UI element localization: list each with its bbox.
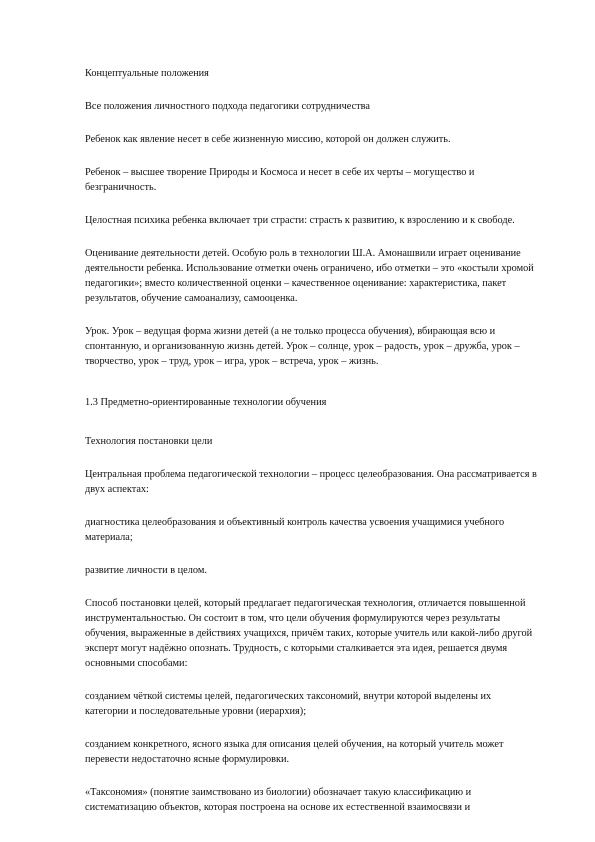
list-item-diagnostics: диагностика целеобразования и объективный контроль качества усвоения учащимися учебного материала;: [85, 517, 505, 543]
paragraph-goal-method: Способ постановки целей, который предлагает педагогическая технология, отличается повышенной инструментальностью. Он состоит в том, что цели обучения формулируются через результаты обучения, выраженные в действиях учащихся, причём таких, которые учитель или какой-либо другой эксперт могут надёжно опознать. Трудность, с которыми сталкивается эта идея, решается двумя основными способами:: [85, 598, 533, 669]
paragraph-concepts-heading: Концептуальные положения: [85, 68, 209, 79]
paragraph-child-creation: Ребенок – высшее творение Природы и Космоса и несет в себе их черты – могущество и безграничность.: [85, 167, 475, 193]
paragraph-cooperation-pedagogy: Все положения личностного подхода педагогики сотрудничества: [85, 101, 370, 112]
paragraph-child-psyche: Целостная психика ребенка включает три страсти: страсть к развитию, к взрослению и к свободе.: [85, 215, 515, 226]
paragraph-goal-setting-heading: Технология постановки цели: [85, 436, 213, 447]
section-heading-subject-technologies: 1.3 Предметно-ориентированные технологии обучения: [85, 397, 327, 408]
paragraph-assessment: Оценивание деятельности детей. Особую роль в технологии Ш.А. Амонашвили играет оценивание деятельности ребенка. Использование отметки очень ограничено, ибо отметки – это «костыли хромой педагогики»; вместо количественной оценки – качественное оценивание: характеристика, пакет результатов, обучение самоанализу, самооценка.: [85, 248, 534, 304]
paragraph-lesson: Урок. Урок – ведущая форма жизни детей (а не только процесса обучения), вбирающая всю и спонтанную, и организованную жизнь детей. Урок – солнце, урок – радость, урок – дружба, урок – творчество, урок – труд, урок – игра, урок – встреча, урок – жизнь.: [85, 326, 520, 367]
list-item-goal-language: созданием конкретного, ясного языка для описания целей обучения, на который учитель может перевести недостаточно ясные формулировки.: [85, 739, 504, 765]
list-item-goal-system: созданием чёткой системы целей, педагогических таксономий, внутри которой выделены их категории и последовательные уровни (иерархия);: [85, 691, 492, 717]
paragraph-central-problem: Центральная проблема педагогической технологии – процесс целеобразования. Она рассматривается в двух аспектах:: [85, 469, 537, 495]
document-body: [85, 66, 537, 833]
list-item-personality: развитие личности в целом.: [85, 565, 207, 576]
paragraph-taxonomy: «Таксономия» (понятие заимствовано из биологии) обозначает такую классификацию и систематизацию объектов, которая построена на основе их естественной взаимосвязи и: [85, 787, 472, 813]
paragraph-child-mission: Ребенок как явление несет в себе жизненную миссию, которой он должен служить.: [85, 134, 451, 145]
